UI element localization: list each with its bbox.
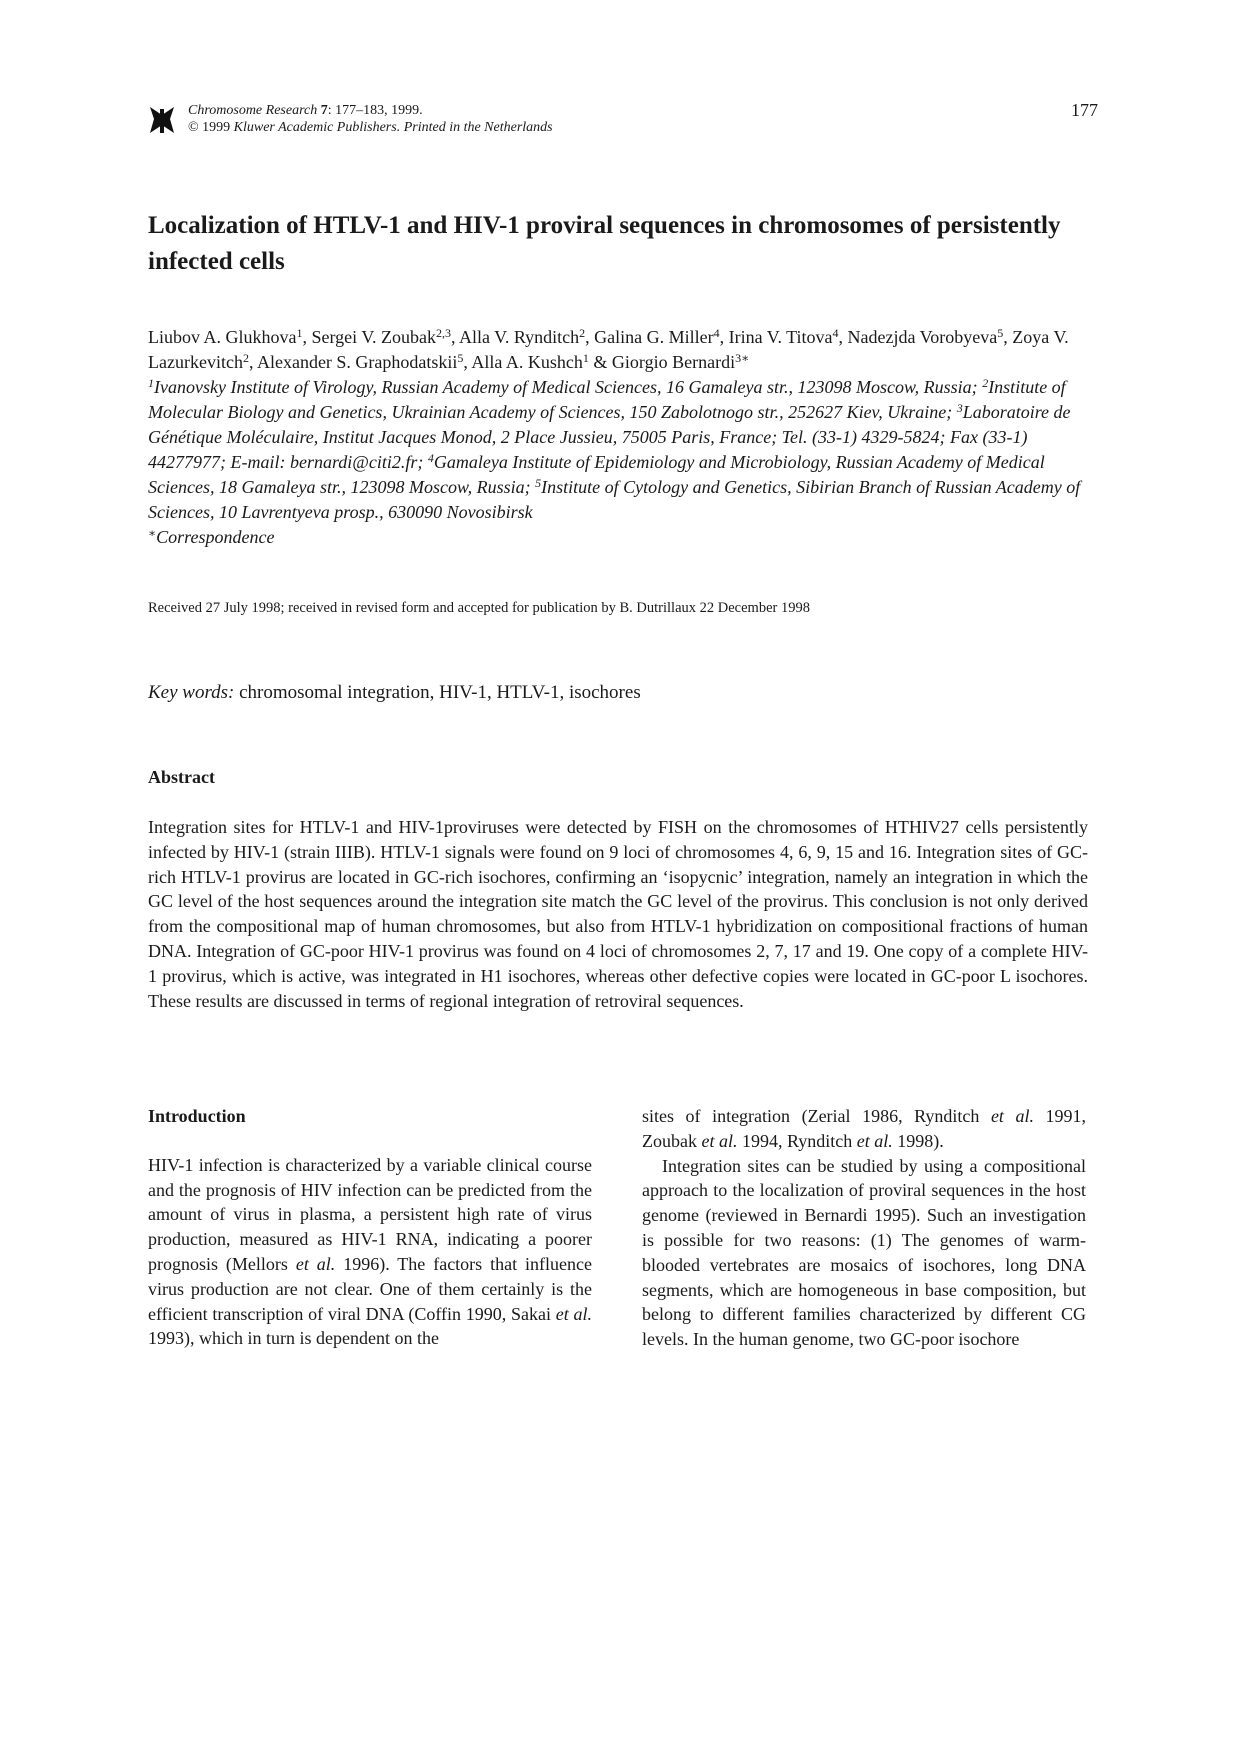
author-block (148, 325, 1088, 550)
author-list (148, 325, 1088, 375)
affil-text: Ivanovsky Institute of Virology, Russian Academy of Medical Sciences, 16 Gamaleya str., 123098 Moscow, Russia; (154, 377, 983, 397)
author-name: , Galina G. Miller (585, 327, 714, 347)
left-column (148, 1104, 592, 1351)
page-number: 177 (1071, 100, 1098, 120)
affil-text: Laboratoire de Génétique Moléculaire, Institut Jacques Monod, 2 Place Jussieu, 75005 Paris, France; Tel. (33-1) 4329-5824; Fax (33-1) 44277977; E-mail: bernardi@citi2.fr; (148, 402, 1071, 472)
author-affil-sup: 5 (997, 326, 1004, 340)
author-affil-sup: 4 (713, 326, 720, 340)
author-affil-sup: 1 (582, 351, 589, 365)
author-name: , Sergei V. Zoubak (302, 327, 436, 347)
affil-sup: 2 (982, 376, 989, 390)
affil-text: Institute of Cytology and Genetics, Sibirian Branch of Russian Academy of Sciences, 10 Lavrentyeva prosp., 630090 Novosibirsk (148, 477, 1081, 522)
copyright-year: 1999 (198, 120, 231, 135)
author-affil-sup: 1 (296, 326, 303, 340)
keywords-label: Key words: (148, 682, 235, 703)
journal-name: Chromosome Research (188, 103, 318, 118)
affil-sup: 3 (956, 401, 963, 415)
paragraph-text: 1991, Zoubak (642, 1106, 1087, 1151)
et-al: et al. (990, 1106, 1034, 1126)
publisher-line: Kluwer Academic Publishers. Printed in the Netherlands (230, 120, 553, 135)
affil-sup: 4 (427, 451, 434, 465)
correspondence-note (148, 525, 1088, 550)
article-title: Localization of HTLV-1 and HIV-1 proviral sequences in chromosomes of persistently infected cells (148, 212, 1061, 275)
keywords-text: chromosomal integration, HIV-1, HTLV-1, isochores (234, 682, 641, 703)
author-affil-sup: 4 (832, 326, 839, 340)
author-name: , Alla A. Kushch (463, 352, 583, 372)
copyright-symbol: © (188, 120, 199, 135)
paragraph-text: HIV-1 infection is characterized by a variable clinical course and the prognosis of HIV infection can be predicted from the amount of virus in plasma, a persistent high rate of virus production, measured as HIV-1 RNA, indicating a poorer prognosis (Mellors (148, 1154, 592, 1274)
affil-text: Institute of Molecular Biology and Genetics, Ukrainian Academy of Sciences, 150 Zabolotnogo str., 252627 Kiev, Ukraine; (148, 377, 1066, 422)
paragraph-text: 1993), which in turn is dependent on the (148, 1328, 439, 1349)
introduction-heading: Introduction (148, 1106, 246, 1126)
author-affil-sup: 2 (242, 351, 249, 365)
abstract-text: Integration sites for HTLV-1 and HIV-1proviruses were detected by FISH on the chromosomes of HTHIV27 cells persistently infected by HIV-1 (strain IIIB). HTLV-1 signals were found on 9 loci of chromosomes 4, 6, 9, 15 and 16. Integration sites of GC-rich HTLV-1 provirus are located in GC-rich isochores, confirming an ‘isopycnic’ integration, namely an integration in which the GC level of the host sequences around the integration site match the GC level of the provirus. This conclusion is not only derived from the compositional map of human chromosomes, but also from HTLV-1 hybridization on compositional fractions of human DNA. Integration of GC-poor HIV-1 provirus was found on 4 loci of chromosomes 2, 7, 17 and 19. One copy of a complete HIV-1 provirus, which is active, was integrated in H1 isochores, whereas other defective copies were located in GC-poor L isochores. These results are discussed in terms of regional integration of retroviral sequences. (148, 817, 1088, 1011)
journal-pages: : 177–183, 1999. (327, 103, 423, 118)
author-name: , Irina V. Titova (719, 327, 833, 347)
intro-paragraph (148, 1153, 592, 1351)
keywords (148, 681, 1088, 705)
et-al: et al. (856, 1130, 893, 1151)
received-dates: Received 27 July 1998; received in revised form and accepted for publication by B. Dutrillaux 22 December 1998 (148, 600, 810, 616)
affil-text: Gamaleya Institute of Epidemiology and Microbiology, Russian Academy of Medical Sciences, 18 Gamaleya str., 123098 Moscow, Russia; (148, 452, 1045, 497)
journal-header (148, 100, 1098, 140)
intro-paragraph-continued (642, 1104, 1086, 1154)
correspondence-label: Correspondence (156, 527, 275, 547)
paragraph-text: 1996). The factors that influence virus production are not clear. One of them certainly is the efficient transcription of viral DNA (Coffin 1990, Sakai (148, 1253, 592, 1324)
author-affil-sup: 5 (457, 351, 464, 365)
affil-sup: 1 (148, 376, 154, 390)
et-al: et al. (701, 1130, 738, 1151)
et-al: et al. (295, 1253, 336, 1274)
author-affil-sup (735, 351, 749, 365)
author-name: & Giorgio Bernardi (588, 352, 736, 372)
publisher-logo-icon (148, 105, 176, 135)
right-column (642, 1104, 1086, 1352)
journal-volume: 7 (320, 103, 328, 118)
et-al: et al. (555, 1303, 592, 1324)
paragraph-text: 1994, Rynditch (737, 1130, 857, 1151)
correspondence-star: ∗ (148, 526, 157, 540)
author-name: , Zoya V. Lazurkevitch (148, 327, 1069, 372)
author-name: Liubov A. Glukhova (148, 327, 297, 347)
corresponding-star: ∗ (741, 351, 750, 365)
intro-paragraph: Integration sites can be studied by using a compositional approach to the localization of proviral sequences in the host genome (reviewed in Bernardi 1995). Such an investigation is possible for two reasons: (1) The genomes of warm-blooded vertebrates are mosaics of isochores, long DNA segments, which are homogeneous in base composition, but belong to different families characterized by different CG levels. In the human genome, two GC-poor isochore (642, 1155, 1086, 1350)
author-name: , Alexander S. Graphodatskii (248, 352, 458, 372)
journal-citation (188, 102, 553, 136)
sup-number: 3 (735, 351, 742, 365)
author-affil-sup: 2 (579, 326, 586, 340)
author-affil-sup: 2,3 (436, 326, 451, 340)
paragraph-text: 1998). (892, 1130, 944, 1151)
paragraph-text: sites of integration (Zerial 1986, Rynditch (642, 1106, 991, 1126)
author-name: , Nadezjda Vorobyeva (838, 327, 998, 347)
affil-sup: 5 (535, 476, 542, 490)
affiliations (148, 375, 1088, 525)
abstract-heading: Abstract (148, 767, 215, 787)
author-name: , Alla V. Rynditch (451, 327, 580, 347)
